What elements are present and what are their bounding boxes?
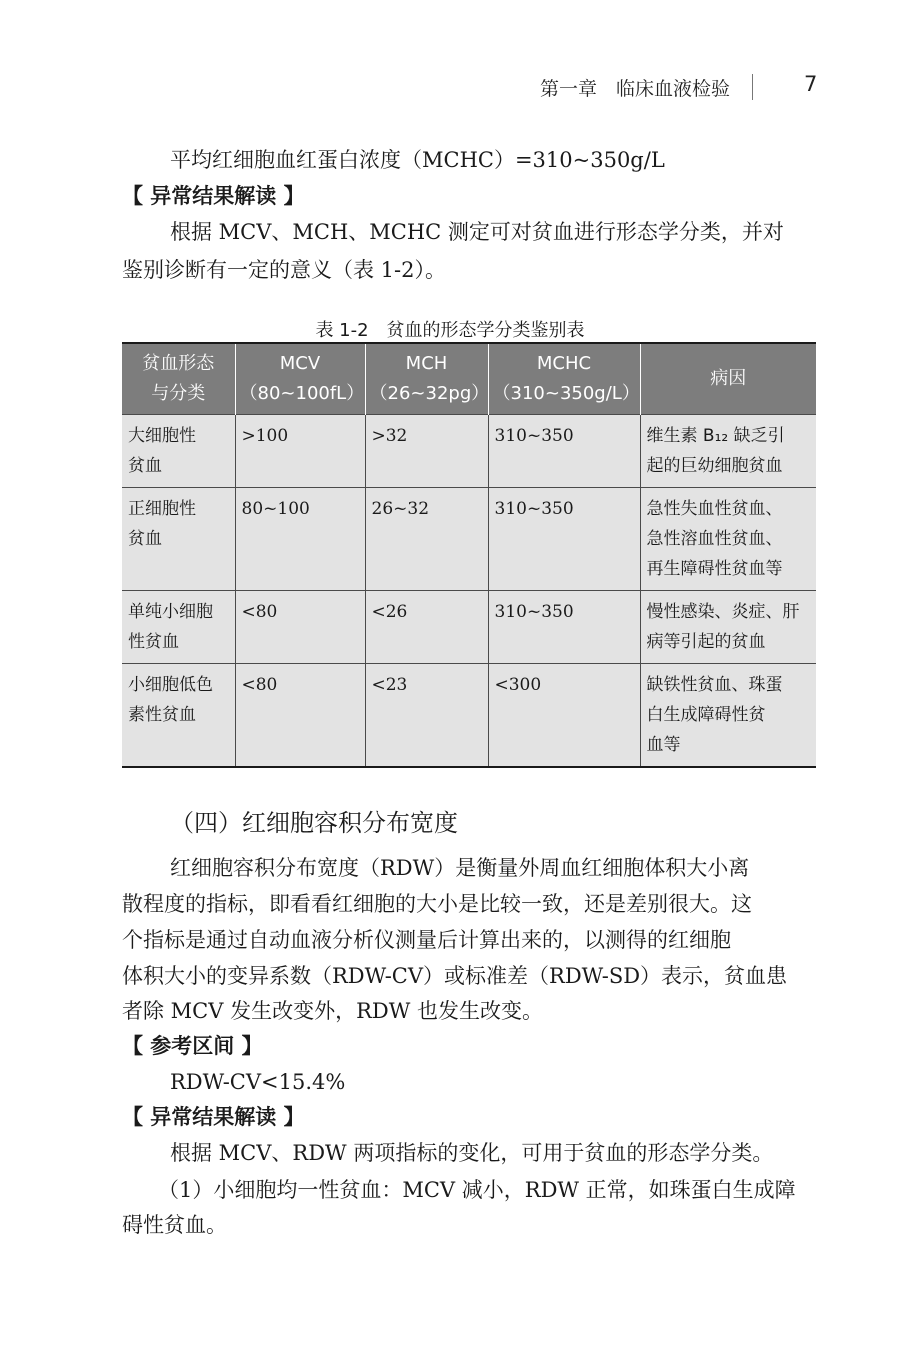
header-anemia-type: 贫血形态 与分类 [122, 343, 235, 415]
header-mcv: MCV （80~100fL） [235, 343, 365, 415]
cell-mcv: <80 [235, 664, 365, 768]
header-divider [752, 74, 753, 100]
heading-abnormal-results: 【 异常结果解读 】 [122, 184, 305, 208]
page-number: 7 [804, 72, 818, 96]
cell-mcv: 80~100 [235, 488, 365, 591]
cell-mch: <26 [365, 591, 488, 664]
rdw-para-line-3: 个指标是通过自动血液分析仪测量后计算出来的，以测得的红细胞 [122, 928, 731, 952]
cell-anemia-type: 正细胞性 贫血 [122, 488, 235, 591]
table-row [122, 415, 816, 488]
rdw-para-line-4: 体积大小的变异系数（RDW-CV）或标准差（RDW-SD）表示，贫血患 [122, 964, 788, 988]
running-header-chapter: 第一章 临床血液检验 [539, 78, 730, 100]
heading-abnormal-results-2: 【 异常结果解读 】 [122, 1105, 305, 1129]
cell-mchc: 310~350 [488, 591, 640, 664]
table-row [122, 591, 816, 664]
cell-mcv: >100 [235, 415, 365, 488]
cell-anemia-type: 单纯小细胞 性贫血 [122, 591, 235, 664]
rdw-para-line-1: 红细胞容积分布宽度（RDW）是衡量外周血红细胞体积大小离 [170, 856, 750, 880]
header-mchc: MCHC （310~350g/L） [488, 343, 640, 415]
rdw-reference-value: RDW-CV<15.4% [170, 1070, 346, 1094]
cell-mch: 26~32 [365, 488, 488, 591]
header-mch: MCH （26~32pg） [365, 343, 488, 415]
classification-para-line-2: 鉴别诊断有一定的意义（表 1-2）。 [122, 258, 446, 282]
table-row [122, 488, 816, 591]
mchc-reference-line: 平均红细胞血红蛋白浓度（MCHC）=310~350g/L [170, 148, 665, 172]
cell-cause: 维生素 B₁₂ 缺乏引 起的巨幼细胞贫血 [640, 415, 816, 488]
heading-reference-range: 【 参考区间 】 [122, 1034, 263, 1058]
cell-mcv: <80 [235, 591, 365, 664]
cell-mch: >32 [365, 415, 488, 488]
rdw-abnormal-para: 根据 MCV、RDW 两项指标的变化，可用于贫血的形态学分类。 [170, 1141, 774, 1165]
cell-anemia-type: 小细胞低色 素性贫血 [122, 664, 235, 768]
cell-mchc: <300 [488, 664, 640, 768]
cell-anemia-type: 大细胞性 贫血 [122, 415, 235, 488]
table-row [122, 664, 816, 768]
cell-mch: <23 [365, 664, 488, 768]
cell-cause: 急性失血性贫血、 急性溶血性贫血、 再生障碍性贫血等 [640, 488, 816, 591]
rdw-para-line-2: 散程度的指标，即看看红细胞的大小是比较一致，还是差别很大。这 [122, 892, 752, 916]
rdw-para-line-5: 者除 MCV 发生改变外，RDW 也发生改变。 [122, 999, 543, 1023]
item-1-line-1: （1）小细胞均一性贫血：MCV 减小，RDW 正常，如珠蛋白生成障 [158, 1178, 796, 1202]
item-1-line-2: 碍性贫血。 [122, 1213, 227, 1237]
header-cause: 病因 [640, 343, 816, 415]
anemia-classification-table [122, 342, 816, 768]
cell-mchc: 310~350 [488, 488, 640, 591]
table-title: 表 1-2 贫血的形态学分类鉴别表 [315, 320, 585, 341]
cell-cause: 慢性感染、炎症、肝 病等引起的贫血 [640, 591, 816, 664]
cell-cause: 缺铁性贫血、珠蛋 白生成障碍性贫 血等 [640, 664, 816, 768]
section-title-rdw: （四）红细胞容积分布宽度 [170, 809, 458, 837]
table-header-row [122, 343, 816, 415]
classification-para-line-1: 根据 MCV、MCH、MCHC 测定可对贫血进行形态学分类，并对 [170, 220, 784, 244]
cell-mchc: 310~350 [488, 415, 640, 488]
